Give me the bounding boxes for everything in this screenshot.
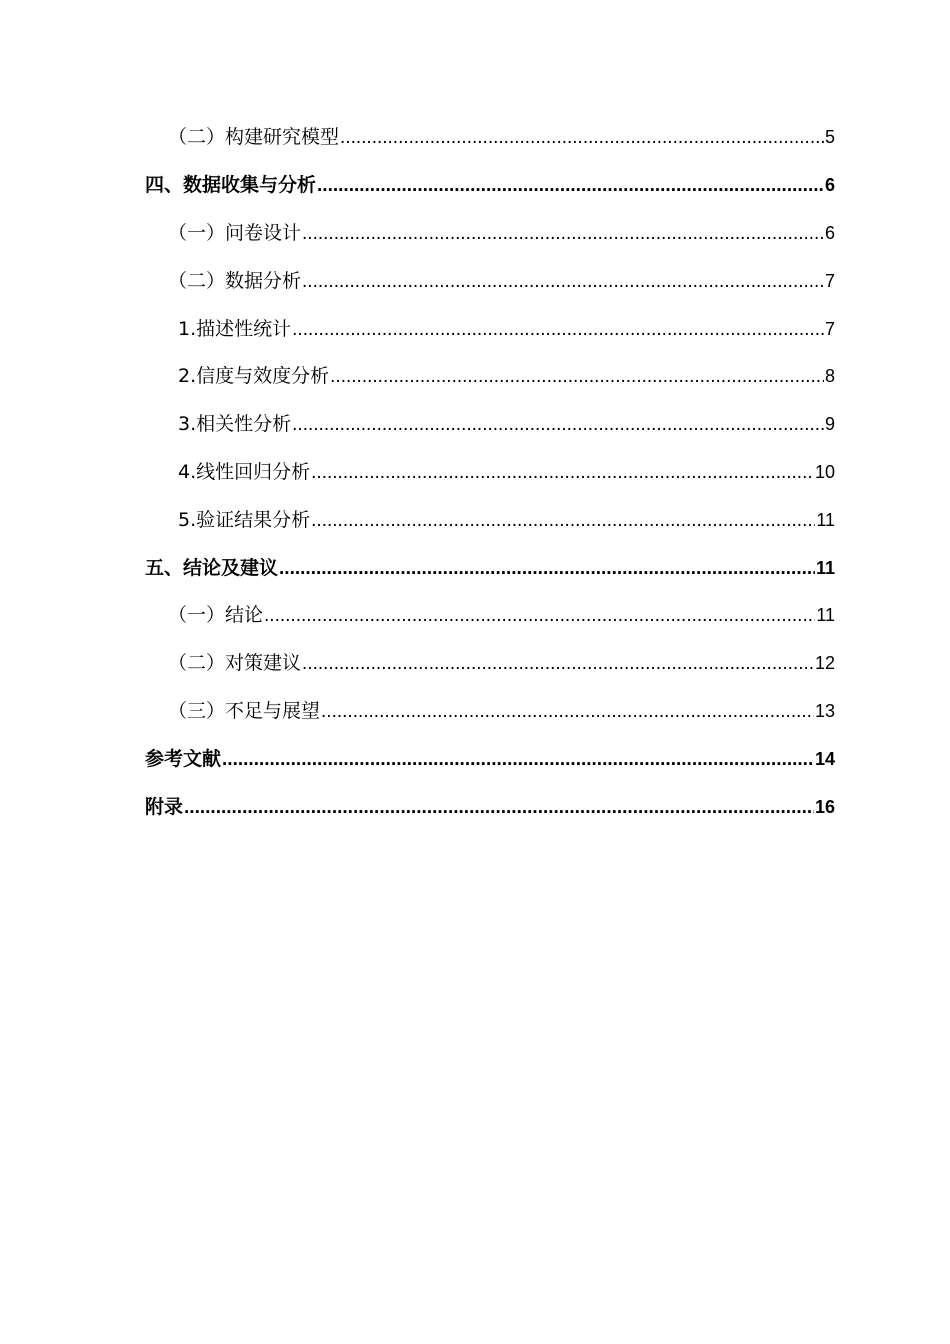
toc-leader: [302, 653, 814, 675]
toc-entry[interactable]: [0, 590, 950, 638]
toc-page-number: 6: [824, 175, 835, 196]
toc-entry-number: 5.: [178, 508, 197, 531]
toc-entry[interactable]: [0, 447, 950, 495]
toc-page-number: 14: [814, 748, 835, 769]
toc-page-number: 8: [824, 366, 835, 387]
toc-entry[interactable]: [0, 638, 950, 686]
table-of-contents: [0, 112, 950, 829]
toc-entry[interactable]: [0, 303, 950, 351]
toc-entry-title: 五、结论及建议: [145, 556, 279, 579]
toc-page-number: 6: [824, 222, 835, 243]
toc-entry-title: （一）结论: [168, 604, 264, 627]
toc-page-number: 16: [814, 796, 835, 817]
toc-entry[interactable]: [0, 686, 950, 734]
toc-entry[interactable]: [0, 399, 950, 447]
toc-entry-title: 信度与效度分析: [196, 365, 330, 388]
toc-entry[interactable]: [0, 733, 950, 781]
toc-entry-title: 附录: [145, 795, 184, 818]
toc-entry-title: 描述性统计: [196, 317, 292, 340]
toc-entry-number: 1.: [178, 317, 197, 340]
toc-entry-title: （二）构建研究模型: [168, 126, 340, 149]
toc-page-number: 7: [824, 270, 835, 291]
toc-leader: [292, 319, 824, 341]
toc-page-number: 11: [816, 509, 835, 530]
toc-leader: [184, 797, 814, 819]
toc-entry-title: 四、数据收集与分析: [145, 174, 317, 197]
toc-page-number: 13: [814, 700, 835, 721]
toc-leader: [321, 701, 814, 723]
toc-leader: [340, 127, 824, 149]
toc-entry[interactable]: [0, 112, 950, 160]
toc-entry-title: （三）不足与展望: [168, 699, 321, 722]
toc-entry-title: （二）对策建议: [168, 652, 302, 675]
toc-entry-title: 线性回归分析: [196, 460, 311, 483]
toc-entry[interactable]: [0, 542, 950, 590]
toc-leader: [311, 462, 814, 484]
toc-page-number: 9: [824, 414, 835, 435]
toc-entry-number: 3.: [178, 413, 197, 436]
toc-entry[interactable]: [0, 208, 950, 256]
toc-page-number: 10: [814, 461, 835, 482]
toc-leader: [330, 366, 824, 388]
toc-leader: [222, 749, 814, 771]
toc-leader: [311, 510, 815, 532]
toc-page-number: 7: [824, 318, 835, 339]
toc-leader: [264, 605, 815, 627]
toc-entry[interactable]: [0, 255, 950, 303]
toc-leader: [317, 175, 824, 197]
toc-entry[interactable]: [0, 781, 950, 829]
toc-entry-number: 4.: [178, 460, 197, 483]
toc-page-number: 5: [824, 127, 835, 148]
toc-entry[interactable]: [0, 494, 950, 542]
toc-entry-title: 参考文献: [145, 747, 222, 770]
toc-page-number: 11: [816, 605, 835, 626]
toc-leader: [302, 223, 824, 245]
toc-page-number: 12: [814, 653, 835, 674]
toc-entry[interactable]: [0, 351, 950, 399]
toc-leader: [279, 558, 815, 580]
toc-leader: [292, 414, 824, 436]
toc-entry[interactable]: [0, 160, 950, 208]
toc-leader: [302, 271, 824, 293]
toc-entry-number: 2.: [178, 365, 197, 388]
toc-entry-title: 相关性分析: [196, 413, 292, 436]
toc-entry-title: （一）问卷设计: [168, 221, 302, 244]
toc-entry-title: （二）数据分析: [168, 269, 302, 292]
toc-page-number: 11: [815, 557, 835, 578]
toc-entry-title: 验证结果分析: [196, 508, 311, 531]
